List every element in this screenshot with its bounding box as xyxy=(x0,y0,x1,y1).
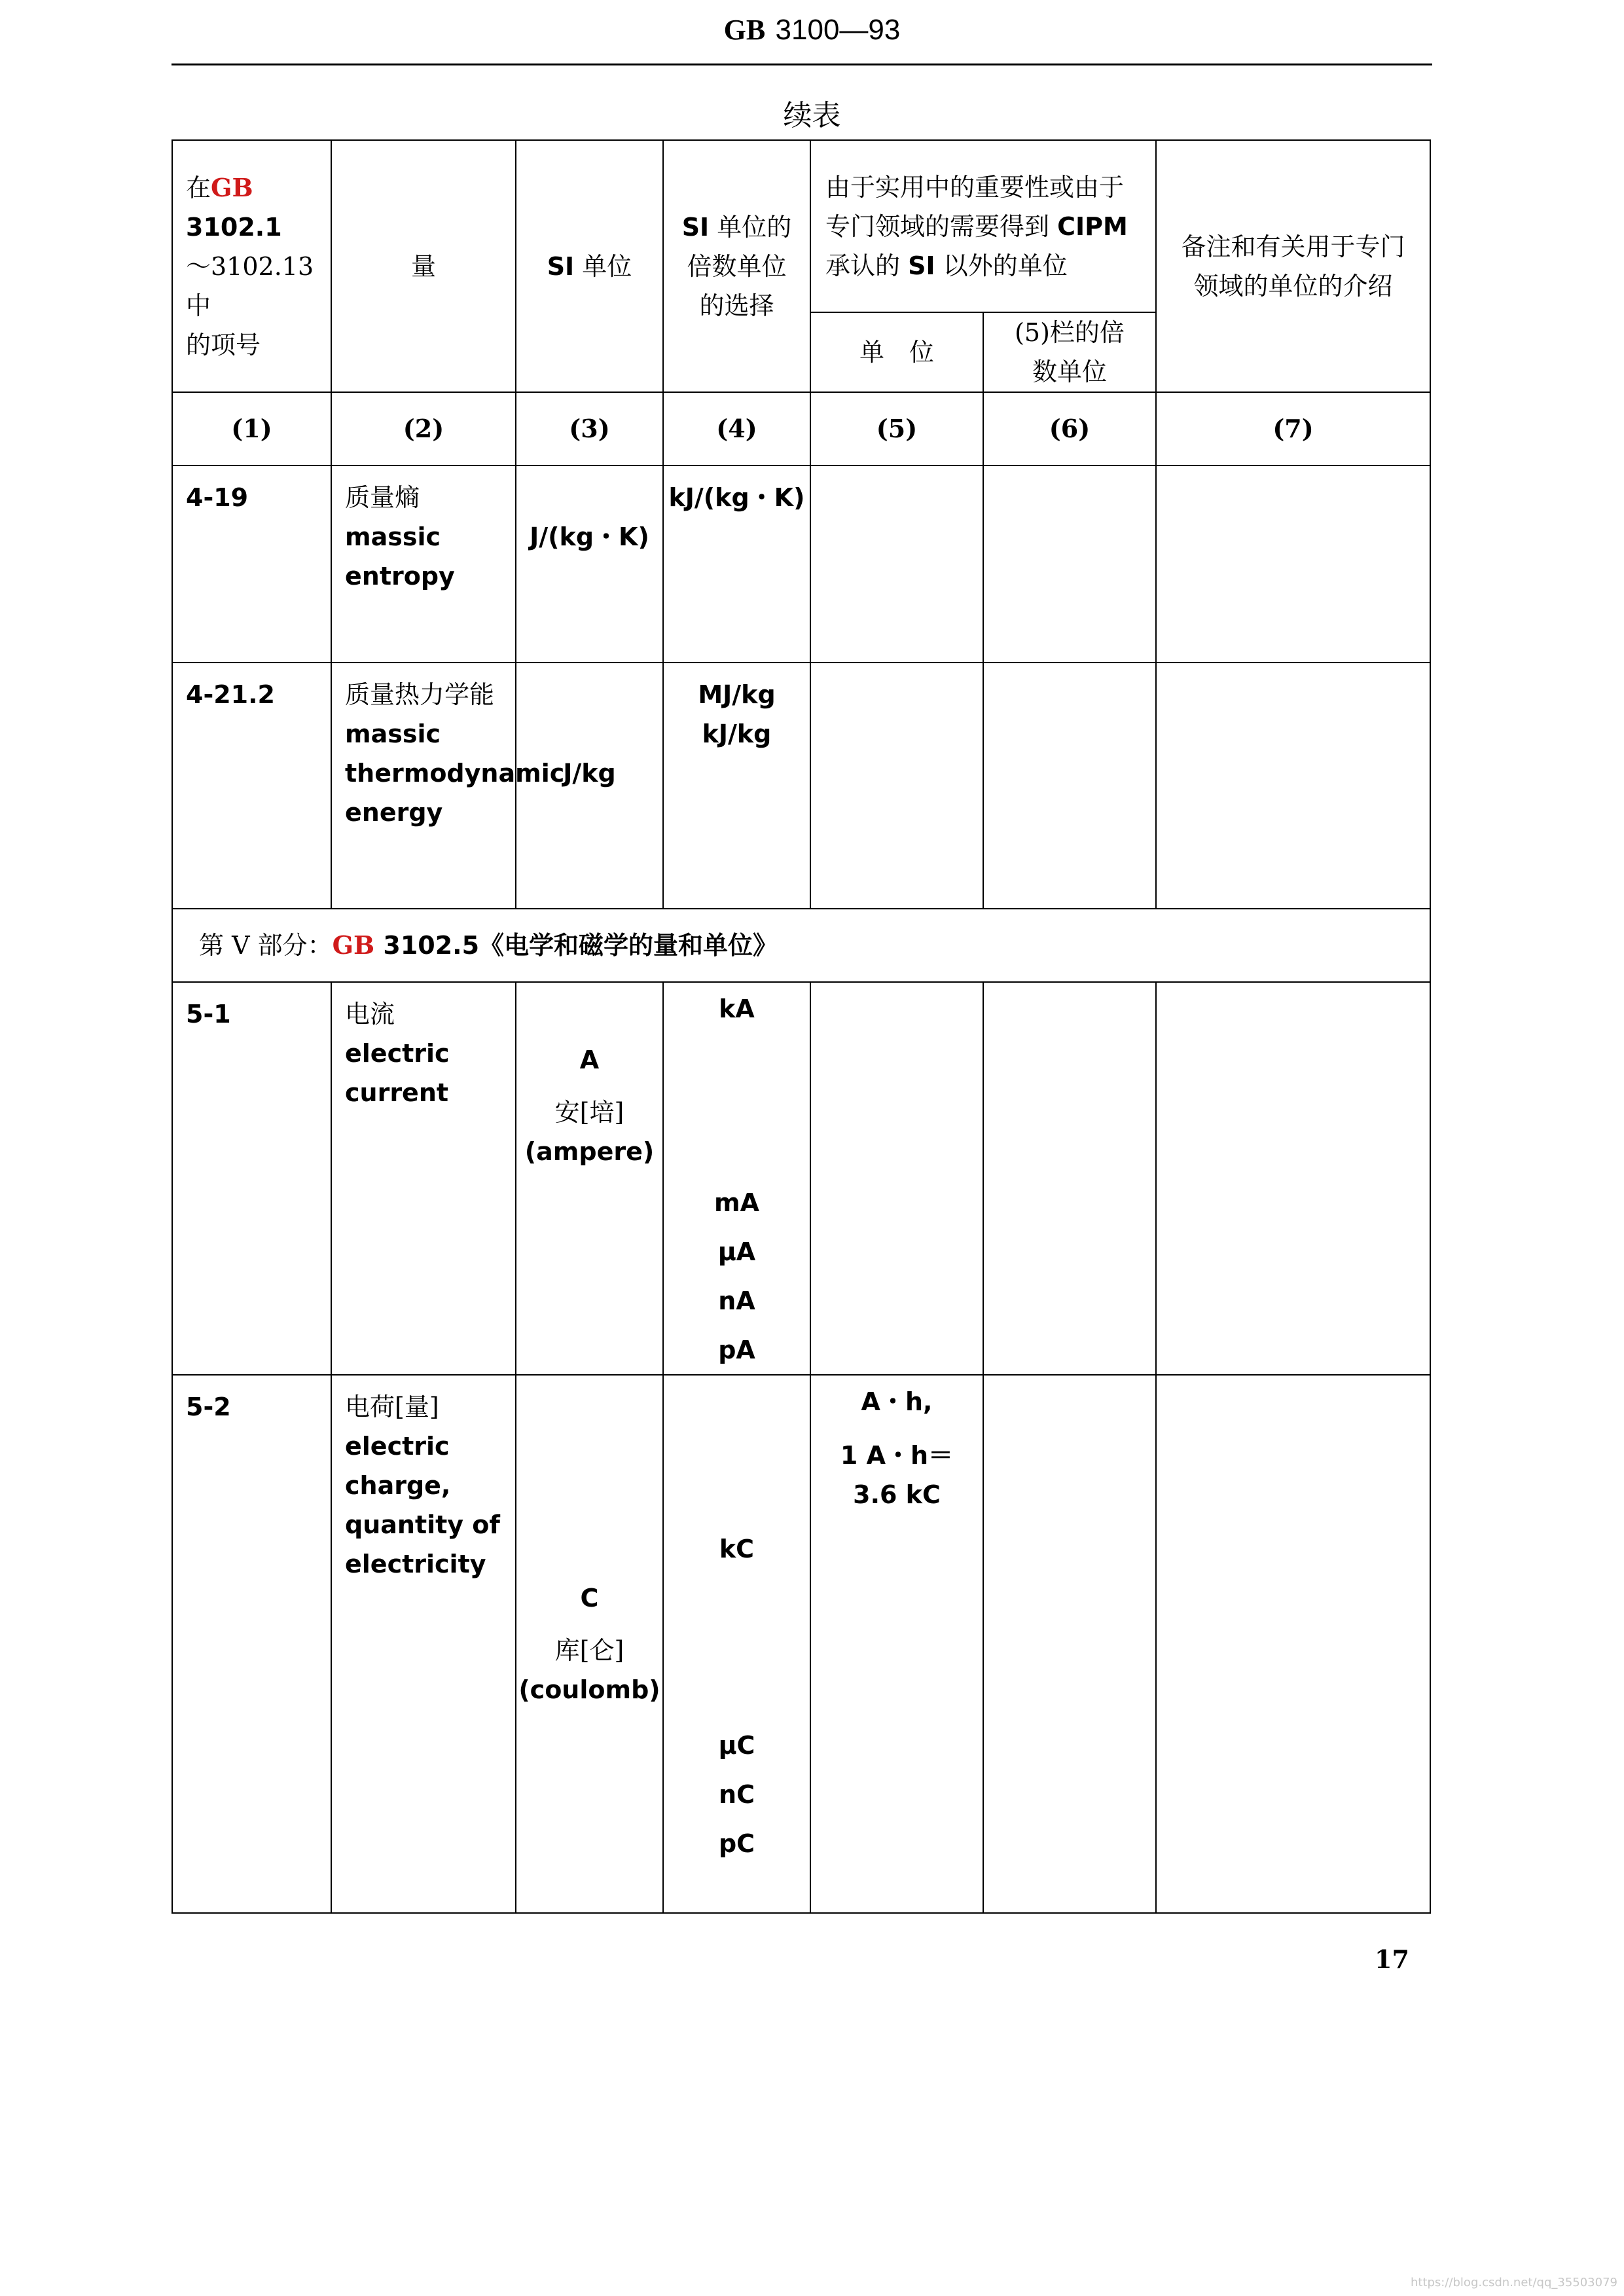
table-row xyxy=(172,465,1430,663)
si-unit-cell xyxy=(516,1375,663,1913)
multiple-unit: kC xyxy=(719,1535,755,1563)
item-number: 4-21.2 xyxy=(172,663,331,909)
section-title: 第 V 部分：GB 3102.5《电学和磁学的量和单位》 xyxy=(172,909,1430,982)
multiple-unit: nA xyxy=(718,1286,755,1315)
other-unit-line: A・h, xyxy=(861,1387,933,1416)
empty-cell xyxy=(810,663,983,909)
header-rule xyxy=(171,64,1432,65)
empty-cell xyxy=(1156,1375,1430,1913)
watermark: https://blog.csdn.net/qq_35503079 xyxy=(1410,2276,1617,2289)
si-unit-name-en: (ampere) xyxy=(524,1137,655,1166)
multiple-unit: kJ/(kg・K) xyxy=(663,465,810,663)
table-row xyxy=(172,982,1430,1375)
multiple-unit: μC xyxy=(718,1731,755,1760)
column-number-row xyxy=(172,392,1430,465)
multiple-unit: pA xyxy=(718,1336,755,1364)
header-quantity: 量 xyxy=(331,140,516,392)
units-table xyxy=(171,139,1431,1914)
si-unit-name-zh: 库[仑] xyxy=(554,1636,624,1665)
page-number: 17 xyxy=(1375,1944,1409,1974)
standard-code: GB xyxy=(723,14,766,46)
column-number: (5) xyxy=(810,392,983,465)
multiples-cell xyxy=(663,1375,810,1913)
multiples-cell xyxy=(663,663,810,909)
header-item-number: 在GB 3102.1 ～3102.13 中 的项号 xyxy=(172,140,331,392)
si-unit-symbol: A xyxy=(579,1046,600,1074)
empty-cell xyxy=(1156,663,1430,909)
multiples-cell xyxy=(663,982,810,1375)
header-unit-multiples: (5)栏的倍 数单位 xyxy=(983,312,1156,392)
empty-cell xyxy=(810,982,983,1375)
multiple-unit: mA xyxy=(713,1188,759,1217)
quantity-cell: 电流 electric current xyxy=(331,982,516,1375)
empty-cell xyxy=(810,465,983,663)
empty-cell xyxy=(1156,465,1430,663)
quantity-cell: 质量熵 massic entropy xyxy=(331,465,516,663)
header-multiples: SI 单位的 倍数单位 的选择 xyxy=(663,140,810,392)
empty-cell xyxy=(983,982,1156,1375)
header-si-unit: SI 单位 xyxy=(516,140,663,392)
si-unit-name-zh: 安[培] xyxy=(554,1098,624,1127)
table-row xyxy=(172,1375,1430,1913)
column-number: (1) xyxy=(172,392,331,465)
standard-number: 3100—93 xyxy=(775,14,901,46)
other-unit-line: 3.6 kC xyxy=(853,1480,941,1509)
multiple-unit: kA xyxy=(719,994,755,1023)
si-unit-symbol: C xyxy=(580,1584,599,1613)
si-unit: J/kg xyxy=(516,663,663,909)
header-remarks: 备注和有关用于专门 领域的单位的介绍 xyxy=(1156,140,1430,392)
si-unit-name-en: (coulomb) xyxy=(518,1675,660,1704)
column-number: (6) xyxy=(983,392,1156,465)
header-non-si-group: 由于实用中的重要性或由于 专门领域的需要得到 CIPM 承认的 SI 以外的单位 xyxy=(810,140,1156,312)
section-row xyxy=(172,909,1430,982)
quantity-cell: 电荷[量] electric charge, quantity of electricity xyxy=(331,1375,516,1913)
column-number: (7) xyxy=(1156,392,1430,465)
multiple-unit: kJ/kg xyxy=(702,720,772,748)
multiple-unit: μA xyxy=(717,1237,756,1266)
quantity-cell: 质量热力学能 massic thermodynamic energy xyxy=(331,663,516,909)
page-header xyxy=(0,13,1624,46)
multiple-unit: nC xyxy=(719,1780,755,1809)
multiple-unit: MJ/kg xyxy=(698,680,776,709)
item-number: 5-1 xyxy=(172,982,331,1375)
empty-cell xyxy=(983,1375,1156,1913)
empty-cell xyxy=(1156,982,1430,1375)
si-unit: J/(kg・K) xyxy=(516,465,663,663)
other-unit-line: 1 A・h＝ xyxy=(840,1441,954,1470)
empty-cell xyxy=(983,663,1156,909)
continued-label: 续表 xyxy=(783,99,841,132)
multiple-unit: pC xyxy=(718,1829,755,1858)
other-unit-cell xyxy=(810,1375,983,1913)
si-unit-cell xyxy=(516,982,663,1375)
item-number: 4-19 xyxy=(172,465,331,663)
table-row xyxy=(172,663,1430,909)
column-number: (3) xyxy=(516,392,663,465)
column-number: (2) xyxy=(331,392,516,465)
item-number: 5-2 xyxy=(172,1375,331,1913)
header-unit: 单 位 xyxy=(810,312,983,392)
empty-cell xyxy=(983,465,1156,663)
column-number: (4) xyxy=(663,392,810,465)
